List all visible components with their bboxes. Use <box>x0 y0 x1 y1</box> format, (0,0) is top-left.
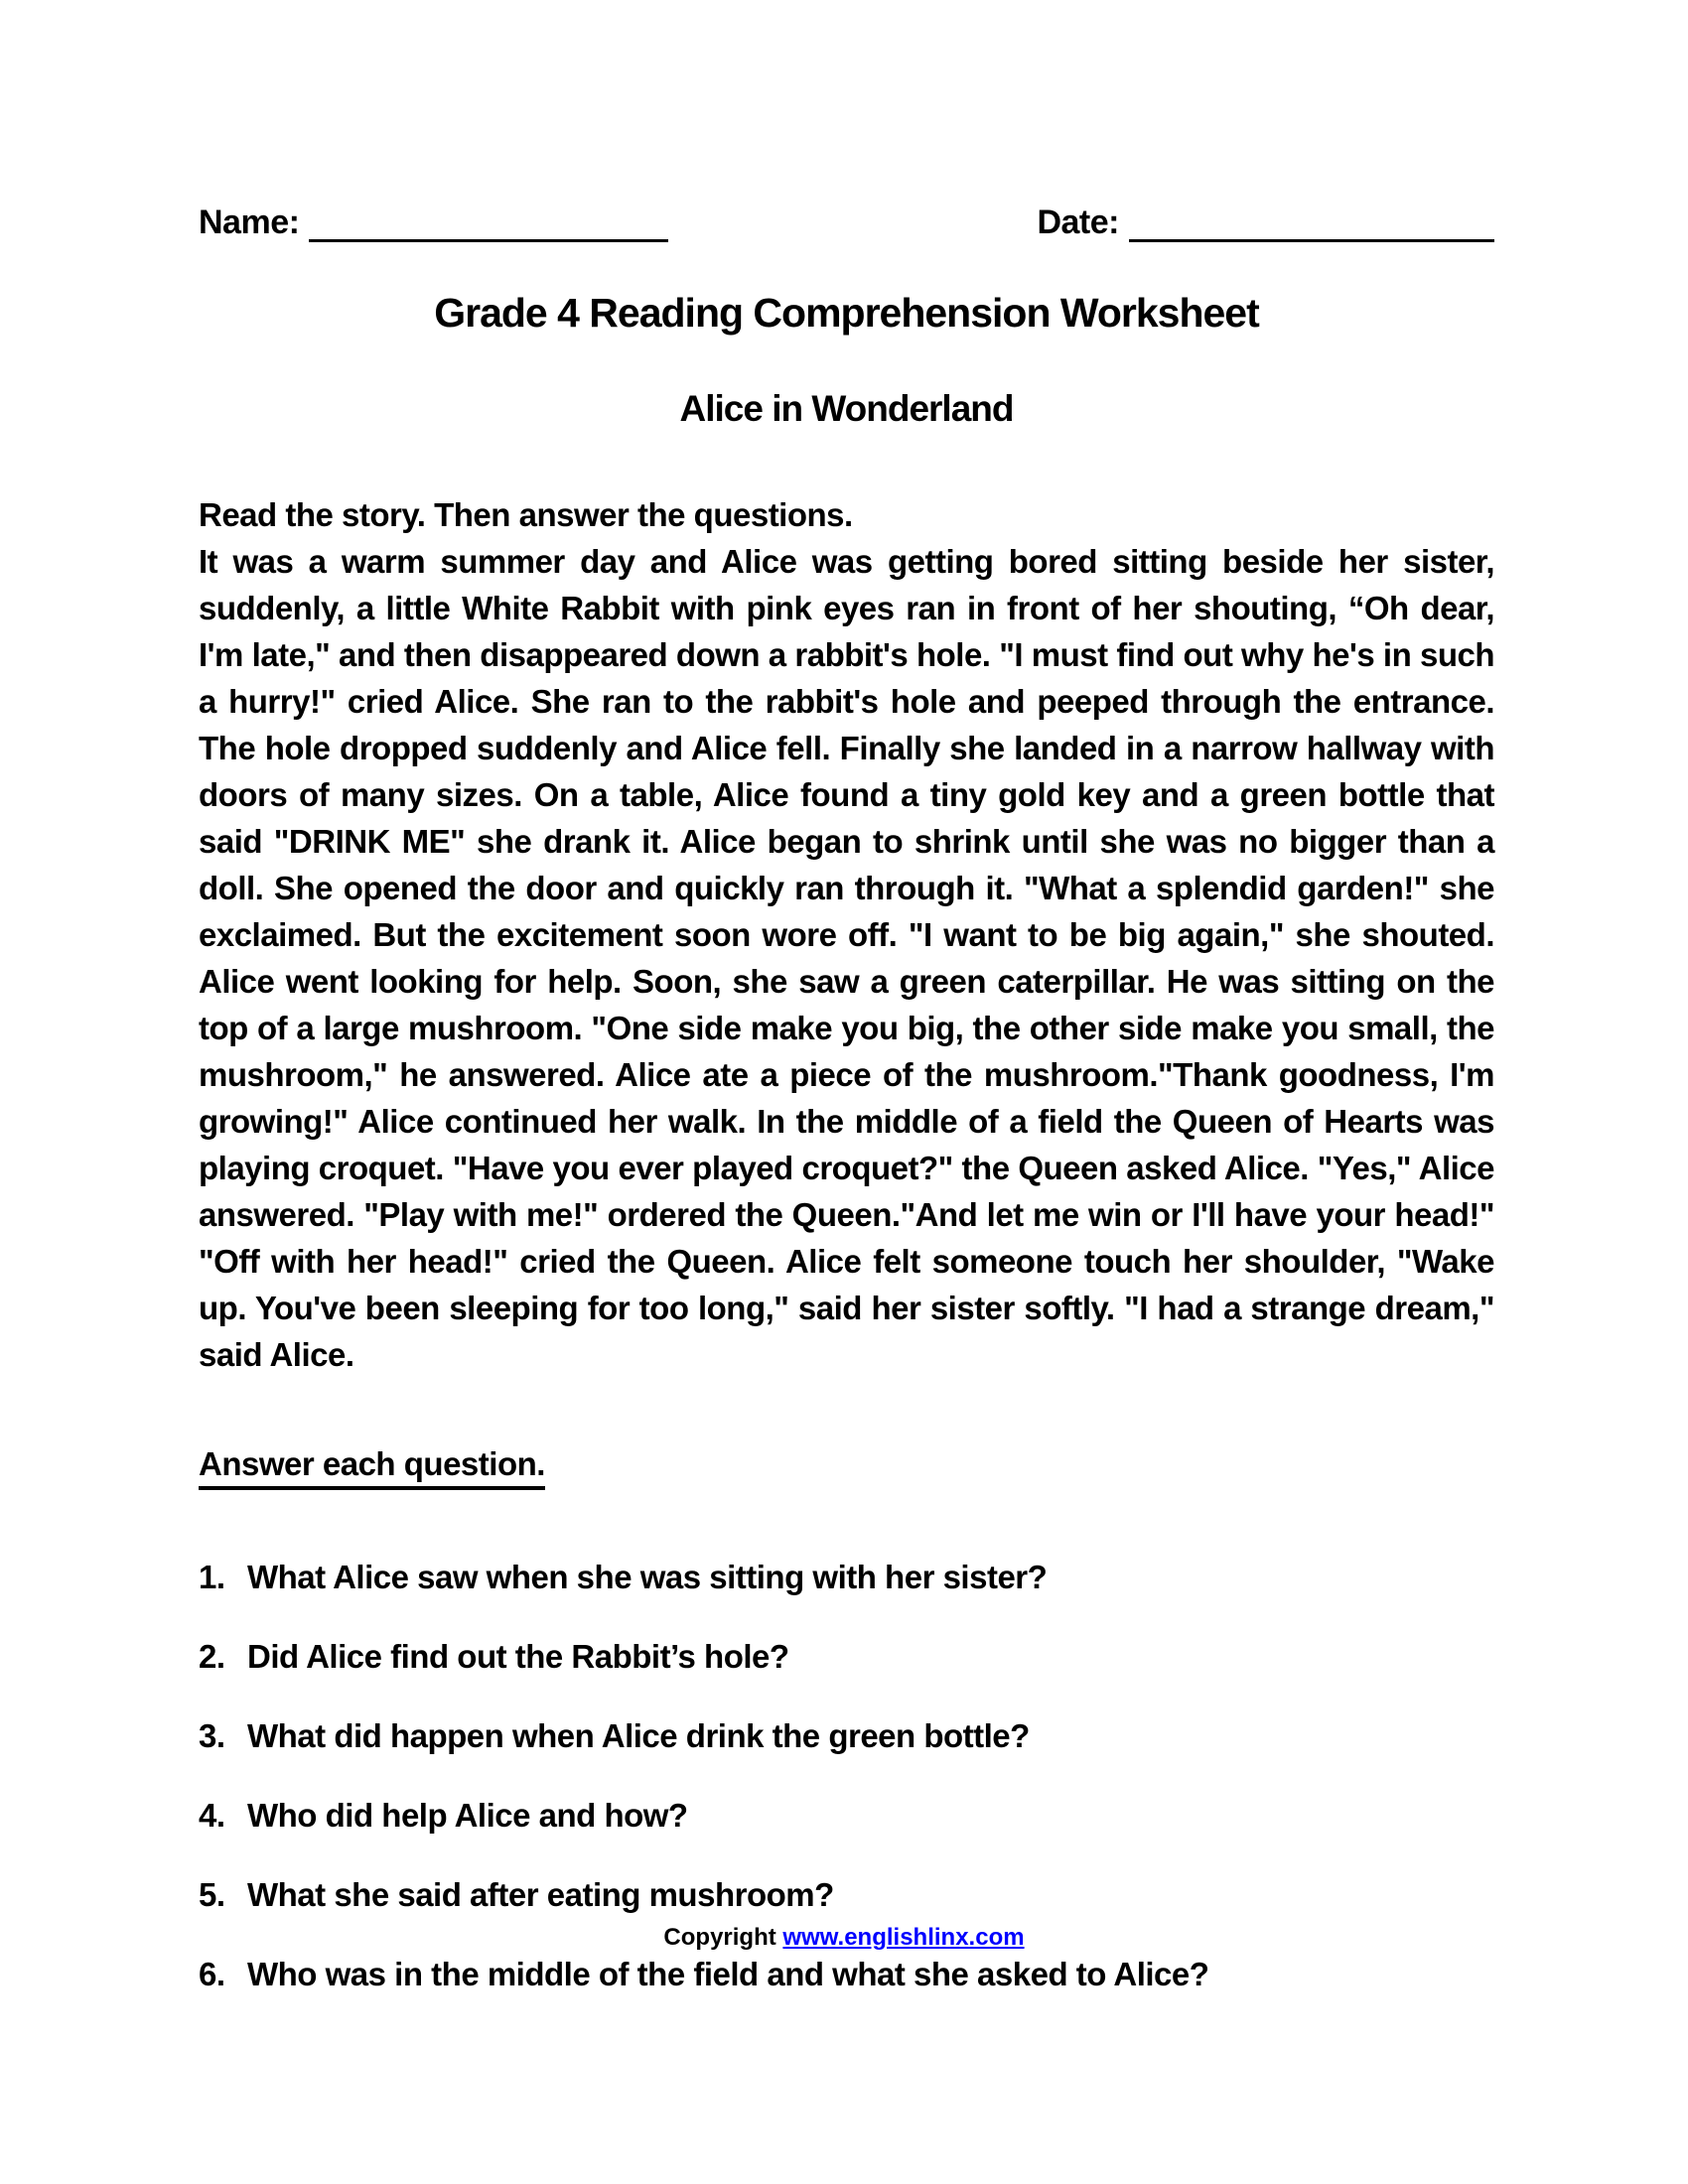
question-number: 3. <box>199 1717 225 1754</box>
question-text: Did Alice find out the Rabbit’s hole? <box>247 1638 789 1675</box>
question-item <box>199 1796 1494 1836</box>
story-section <box>199 491 1494 1378</box>
date-label: Date: <box>1037 204 1119 241</box>
question-number: 4. <box>199 1797 225 1834</box>
question-item <box>199 1716 1494 1756</box>
question-text: Who was in the middle of the field and what she asked to Alice? <box>247 1956 1209 1992</box>
question-text: What did happen when Alice drink the green bottle? <box>247 1717 1030 1754</box>
question-item <box>199 1558 1494 1597</box>
question-item <box>199 1955 1494 1994</box>
footer-copyright-label: Copyright <box>663 1924 776 1951</box>
date-blank-line <box>1129 205 1494 242</box>
name-blank-line <box>309 205 668 242</box>
worksheet-title: Grade 4 Reading Comprehension Worksheet <box>434 290 1259 336</box>
question-text: Who did help Alice and how? <box>247 1797 688 1834</box>
name-field-group <box>199 204 668 242</box>
question-text: What Alice saw when she was sitting with her sister? <box>247 1559 1048 1595</box>
footer <box>0 1924 1688 1952</box>
header-row <box>199 204 1494 242</box>
story-paragraph: It was a warm summer day and Alice was getting bored sitting beside her sister, suddenly, a little White Rabbit with pink eyes ran in front of her shouting, “Oh dear, I'm late," and then disappeared down a rabbit's hole. "I must find out why he's in such a hurry!" cried Alice. She ran to the rabbit's hole and peeped through the entrance. The hole dropped suddenly and Alice fell. Finally she landed in a narrow hallway with doors of many sizes. On a table, Alice found a tiny gold key and a green bottle that said "DRINK ME" she drank it. Alice began to shrink until she was no bigger than a doll. She opened the door and quickly ran through it. "What a splendid garden!" she exclaimed. But the excitement soon wore off. "I want to be big again," she shouted. Alice went looking for help. Soon, she saw a green caterpillar. He was sitting on the top of a large mushroom. "One side make you big, the other side make you small, the mushroom," he answered. Alice ate a piece of the mushroom."Thank goodness, I'm growing!" Alice continued her walk. In the middle of a field the Queen of Hearts was playing croquet. "Have you ever played croquet?" the Queen asked Alice. "Yes," Alice answered. "Play with me!" ordered the Queen."And let me win or I'll have your head!" "Off with her head!" cried the Queen. Alice felt someone touch her shoulder, "Wake up. You've been sleeping for too long," said her sister softly. "I had a strange dream," said Alice. <box>199 543 1494 1373</box>
footer-website-link[interactable]: www.englishlinx.com <box>782 1924 1025 1951</box>
instructions-text: Read the story. Then answer the questions. <box>199 496 853 533</box>
question-item <box>199 1875 1494 1915</box>
date-field-group <box>1037 204 1494 242</box>
question-item <box>199 1637 1494 1677</box>
questions-section <box>199 1445 1494 1994</box>
question-number: 6. <box>199 1956 225 1992</box>
question-number: 2. <box>199 1638 225 1675</box>
question-number: 1. <box>199 1559 225 1595</box>
worksheet-subtitle: Alice in Wonderland <box>679 388 1014 429</box>
question-text: What she said after eating mushroom? <box>247 1876 834 1913</box>
questions-heading: Answer each question. <box>199 1445 545 1490</box>
name-label: Name: <box>199 204 300 241</box>
question-number: 5. <box>199 1876 225 1913</box>
